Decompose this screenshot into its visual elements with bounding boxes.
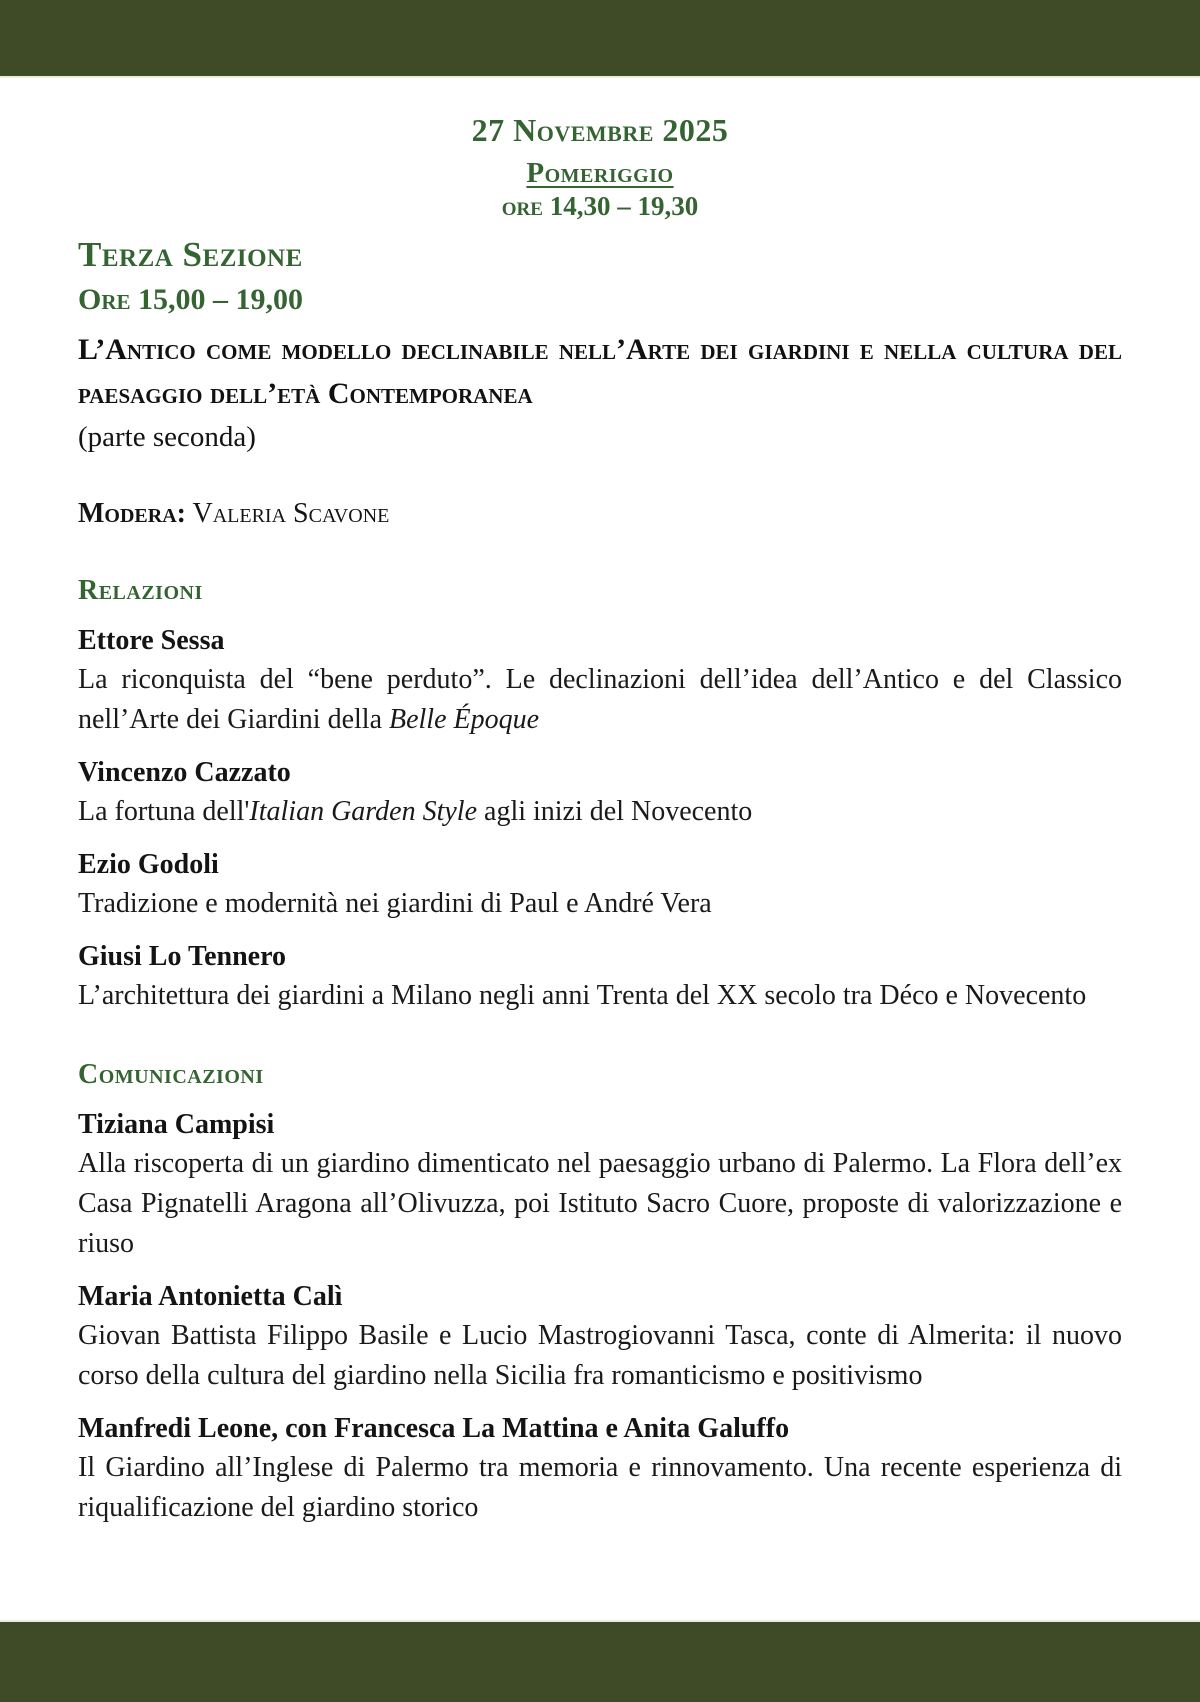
- talk-speaker: Maria Antonietta Calì: [78, 1281, 343, 1312]
- comunicazioni-heading: Comunicazioni: [78, 1059, 264, 1090]
- section-hours: Ore 15,00 – 19,00: [78, 283, 304, 316]
- talk-title: La fortuna dell'Italian Garden Style agli inizi del Novecento: [78, 796, 753, 827]
- section-title: L’Antico come modello declinabile nell’Arte dei giardini e nella cultura del paesaggio dell’età Contemporanea: [78, 333, 1122, 410]
- talk-title: La riconquista del “bene perduto”. Le declinazioni dell’idea dell’Antico e del Classico nell’Arte dei Giardini della Belle Époque: [78, 664, 1122, 735]
- talk-item: [78, 1106, 1122, 1264]
- section-name: Terza Sezione: [78, 235, 303, 274]
- talk-item: [78, 754, 1122, 832]
- moderator-name: Valeria Scavone: [192, 498, 390, 529]
- talk-title: L’architettura dei giardini a Milano negli anni Trenta del XX secolo tra Déco e Novecento: [78, 980, 1087, 1011]
- moderator-line: [78, 496, 1122, 532]
- talk-item: [78, 938, 1122, 1016]
- session-date: 27 Novembre 2025: [471, 112, 729, 148]
- comunicazioni-list: [78, 1106, 1122, 1528]
- bottom-banner-bar: [0, 1620, 1200, 1702]
- session-period: Pomeriggio: [526, 157, 674, 189]
- session-hours: ore 14,30 – 19,30: [501, 191, 699, 221]
- relazioni-list: [78, 622, 1122, 1016]
- talk-speaker: Ezio Godoli: [78, 849, 219, 880]
- talk-speaker: Ettore Sessa: [78, 625, 225, 656]
- relazioni-heading: Relazioni: [78, 575, 203, 606]
- talk-item: [78, 1410, 1122, 1528]
- talk-title: Giovan Battista Filippo Basile e Lucio Mastrogiovanni Tasca, conte di Almerita: il nuovo corso della cultura del giardino nella Sicilia fra romanticismo e positivismo: [78, 1320, 1122, 1391]
- talk-item: [78, 622, 1122, 740]
- talk-speaker: Tiziana Campisi: [78, 1109, 275, 1140]
- session-header: [78, 110, 1122, 222]
- moderator-label: Modera:: [78, 498, 186, 529]
- page-content: [0, 76, 1200, 1528]
- talk-title: Tradizione e modernità nei giardini di Paul e André Vera: [78, 888, 712, 919]
- talk-title: Il Giardino all’Inglese di Palermo tra memoria e rinnovamento. Una recente esperienza di riqualificazione del giardino storico: [78, 1452, 1122, 1523]
- talk-item: [78, 846, 1122, 924]
- talk-title: Alla riscoperta di un giardino dimenticato nel paesaggio urbano di Palermo. La Flora dell’ex Casa Pignatelli Aragona all’Olivuzza, poi Istituto Sacro Cuore, proposte di valorizzazione e riuso: [78, 1148, 1122, 1259]
- talk-item: [78, 1278, 1122, 1396]
- talk-speaker: Giusi Lo Tennero: [78, 941, 287, 972]
- top-banner-bar: [0, 0, 1200, 78]
- talk-speaker: Vincenzo Cazzato: [78, 757, 291, 788]
- talk-speaker: Manfredi Leone, con Francesca La Mattina e Anita Galuffo: [78, 1413, 790, 1444]
- section-subtitle: (parte seconda): [78, 421, 256, 453]
